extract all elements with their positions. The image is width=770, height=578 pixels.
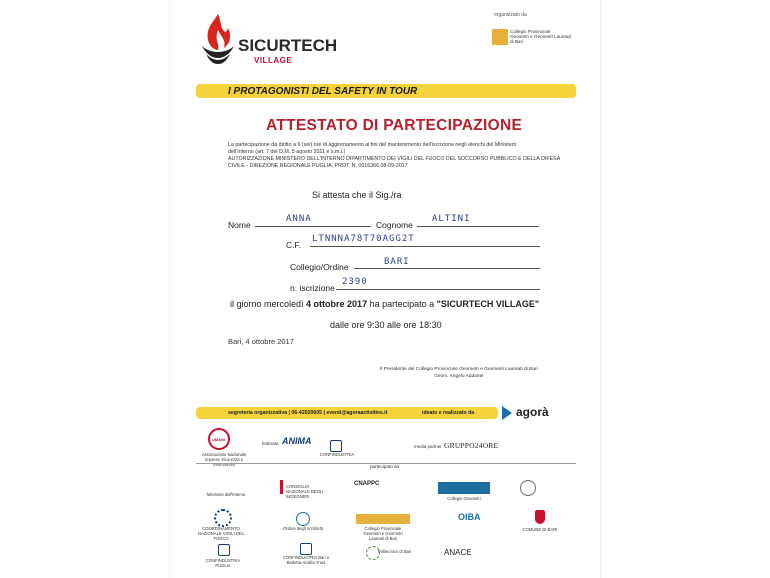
collegio-bari-logo-icon bbox=[356, 514, 410, 524]
anace-logo: ANACE bbox=[444, 548, 472, 557]
federata-label: federata bbox=[262, 441, 279, 446]
collegio-value: BARI bbox=[384, 257, 410, 267]
confindustria-logo-icon bbox=[330, 440, 342, 452]
brand-name: SICURTECH bbox=[238, 36, 338, 55]
umani-text: UMANI bbox=[212, 437, 226, 442]
iscrizione-label: n. iscrizione bbox=[290, 283, 335, 293]
agora-logo-icon bbox=[500, 404, 514, 422]
cni-logo-icon bbox=[280, 480, 283, 494]
architetti-logo-icon bbox=[296, 512, 310, 526]
collegio-geometri-logo-icon bbox=[438, 482, 490, 494]
comune-bari-crest-icon bbox=[535, 510, 545, 524]
partner-label-2: Ministero dell'Interno bbox=[206, 492, 246, 497]
partecipato-label: partecipato da bbox=[370, 464, 400, 469]
nome-label: Nome bbox=[228, 220, 251, 230]
confindustria-bari-logo-icon bbox=[300, 543, 312, 555]
partner-label-4: Collegio Geometri bbox=[447, 496, 481, 501]
partner-label-8: COMUNE DI BARI bbox=[522, 527, 558, 532]
partner-label-1: Associazione Nazionale Imprese Sicurezza e Antincendio bbox=[201, 452, 247, 467]
collegio-label: Collegio/Ordine bbox=[290, 262, 349, 272]
flame-hand-logo-icon bbox=[198, 10, 238, 66]
confindustria-text: CONFINDUSTRIA bbox=[319, 452, 355, 457]
partner-label-9: CONFINDUSTRIA PUGLIA bbox=[205, 558, 241, 568]
partner-label-6: Ordine degli Architetti bbox=[283, 526, 323, 531]
partner-label-11: Politecnico di Bari bbox=[378, 549, 412, 554]
iscrizione-value: 2390 bbox=[342, 277, 368, 287]
organizer-name: Collegio Provinciale Geometri e Geometri Laureati di Bari bbox=[510, 29, 571, 45]
media-partner-label: media partner bbox=[414, 444, 442, 449]
collegio-line bbox=[354, 268, 540, 269]
nome-line bbox=[255, 226, 371, 227]
cnvvf-logo-icon bbox=[214, 509, 232, 527]
anima-logo: ANIMA bbox=[282, 436, 312, 446]
oiba-logo: OIBA bbox=[458, 512, 481, 522]
ideato-text: ideato e realizzato da bbox=[422, 410, 475, 416]
cf-label: C.F. bbox=[286, 240, 302, 250]
place-date: Bari, 4 ottobre 2017 bbox=[228, 337, 294, 346]
band-title: I PROTAGONISTI DEL SAFETY IN TOUR bbox=[228, 86, 418, 97]
intro-text: La partecipazione dà diritto a 6 (sei) ore di aggiornamento ai fini del mantenimento dell'iscrizione negli elenchi del Ministero dell'Interno (art. 7 del D.M. 5 agosto 2011 e s.m.i.) AUTORIZZAZIONE MINISTERO DELL'INTERNO DIPARTIMENTO DEI VIGILI DEL FUOCO DEL SOCCORSO PUBBLICO E DELLA DIFESA CIVILE - DIREZIONE REGIONALE PUGLIA, PROT. N. 0016366.08-09-2017 bbox=[228, 142, 561, 169]
organizer-label: organizzato da bbox=[494, 12, 527, 18]
gruppo24ore-logo: GRUPPO24ORE bbox=[444, 441, 499, 450]
cf-line bbox=[310, 246, 540, 247]
attesta-text: Si attesta che il Sig./ra bbox=[312, 190, 402, 200]
event-text: il giorno mercoledì 4 ottobre 2017 ha partecipato a "SICURTECH VILLAGE" bbox=[230, 299, 540, 309]
brand-sub: VILLAGE bbox=[254, 56, 293, 65]
confindustria-puglia-logo-icon bbox=[218, 544, 230, 556]
cnappc-logo: CNAPPC bbox=[354, 481, 380, 487]
hours-text: dalle ore 9:30 alle ore 18:30 bbox=[330, 320, 442, 330]
agora-brand: agorà bbox=[516, 405, 549, 419]
cognome-label: Cognome bbox=[376, 220, 413, 230]
nome-value: ANNA bbox=[286, 214, 312, 224]
contacts-text: segreteria organizzativa | 06-42020605 | eventi@agoraactivities.it bbox=[228, 410, 388, 416]
partner-label-7: Collegio Provinciale Geometri e Geometri Laureati di Bari bbox=[363, 526, 403, 541]
signature-block: Il Presidente del Collegio Provinciale Geometri e Geometri Laureati di Bari Geom. Angelo Addante bbox=[380, 367, 538, 379]
certificate-page bbox=[170, 0, 600, 578]
ministero-emblem-icon bbox=[520, 480, 536, 496]
iscrizione-line bbox=[336, 289, 540, 290]
cognome-line bbox=[417, 226, 539, 227]
collegio-logo-icon bbox=[492, 29, 508, 45]
page-title: ATTESTATO DI PARTECIPAZIONE bbox=[266, 117, 523, 134]
partner-label-10: CONFINDUSTRIA Bari e Barletta-Andria-Trani bbox=[282, 555, 330, 565]
partner-label-3: CONSIGLIO NAZIONALE DEGLI INGEGNERI bbox=[286, 484, 324, 499]
partner-label-5: COORDINAMENTO NAZIONALE VIGILI DEL FUOCO bbox=[197, 526, 245, 541]
cognome-value: ALTINI bbox=[432, 214, 471, 224]
cf-value: LTNNNA78T70AGG2T bbox=[312, 234, 415, 244]
